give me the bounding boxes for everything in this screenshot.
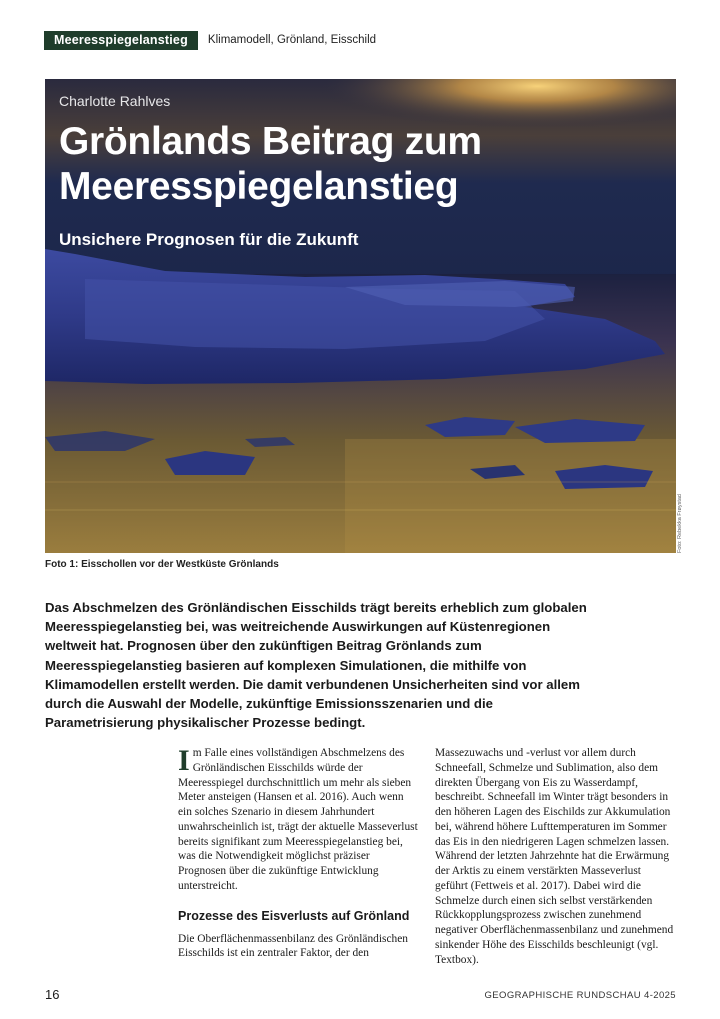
author-name: Charlotte Rahlves: [59, 93, 171, 109]
body-paragraph-2: Die Oberflächenmassenbilanz des Grönländischen Eisschilds ist ein zentraler Faktor, der den: [178, 932, 408, 960]
body-paragraph-1: [178, 746, 418, 894]
keywords: Klimamodell, Grönland, Eisschild: [207, 34, 377, 46]
article-title: Grönlands Beitrag zum Meeresspiegelanstieg: [59, 120, 482, 208]
body-paragraph-1-text: m Falle eines vollständigen Abschmelzens des Grönländischen Eisschilds würde der Meeresspiegel durchschnittlich um mehr als sieben Meter ansteigen (Hansen et al. 2016). Auch wenn ein solches Szenario in diesem Jahrhundert unwahrscheinlich ist, trägt der aktuelle Masseverlust bereits signifikant zum Meeresspiegelanstieg bei, was die Notwendigkeit möglichst präziser Prognosen über die zukünftige Entwicklung unterstreicht.: [178, 747, 418, 892]
photo-credit: Foto: Rebekka Frøystad: [677, 494, 683, 553]
article-subtitle: Unsichere Prognosen für die Zukunft: [59, 230, 359, 249]
body-paragraph-3: Massezuwachs und -verlust vor allem durch Schneefall, Schmelze und Sublimation, also dem direkten Übergang von Eis zu Wasserdampf, beschreibt. Schneefall im Winter trägt besonders in den höheren Lagen des Eischilds zur Akkumulation bei, während höhere Lufttemperaturen im Sommer das Eis in den niedrigeren Lagen schmelzen lassen. Während der letzten Jahrzehnte hat die Erwärmung der Arktis zu einem verstärkten Masseverlust geführt (Fettweis et al. 2017). Dabei wird die Schmelze durch einen sich selbst verstärkenden Rückkopplungsprozess zwischen zunehmend negativer Oberflächenmassenbilanz und zunehmend sinkender Höhe des Eisschilds beschleunigt (vgl. Textbox).: [435, 747, 674, 966]
section-heading: Prozesse des Eisverlusts auf Grönland: [178, 908, 410, 923]
hero-photo: [45, 79, 676, 553]
photo-caption: Foto 1: Eisschollen vor der Westküste Grönlands: [45, 559, 279, 570]
article-header: [44, 31, 376, 50]
topic-tag: Meeresspiegelanstieg: [44, 31, 198, 50]
page-number: 16: [45, 987, 60, 1002]
lead-paragraph: Das Abschmelzen des Grönländischen Eisschilds trägt bereits erheblich zum globalen Meeresspiegelanstieg bei, was weitreichende Auswirkungen auf Küstenregionen weltweit hat. Prognosen über den zukünftigen Beitrag Grönlands zum Meeresspiegelanstieg basieren auf komplexen Simulationen, die mithilfe von Klimamodellen erstellt werden. Die damit verbundenen Unsicherheiten sind vor allem durch die Auswahl der Modelle, zukünftige Emissionsszenarien und die Parametrisierung physikalischer Prozesse bedingt.: [45, 600, 587, 731]
body-column-right: [435, 746, 675, 967]
drop-cap: I: [178, 744, 190, 777]
body-column-left: [178, 746, 418, 961]
journal-name: GEOGRAPHISCHE RUNDSCHAU 4-2025: [484, 990, 676, 1001]
